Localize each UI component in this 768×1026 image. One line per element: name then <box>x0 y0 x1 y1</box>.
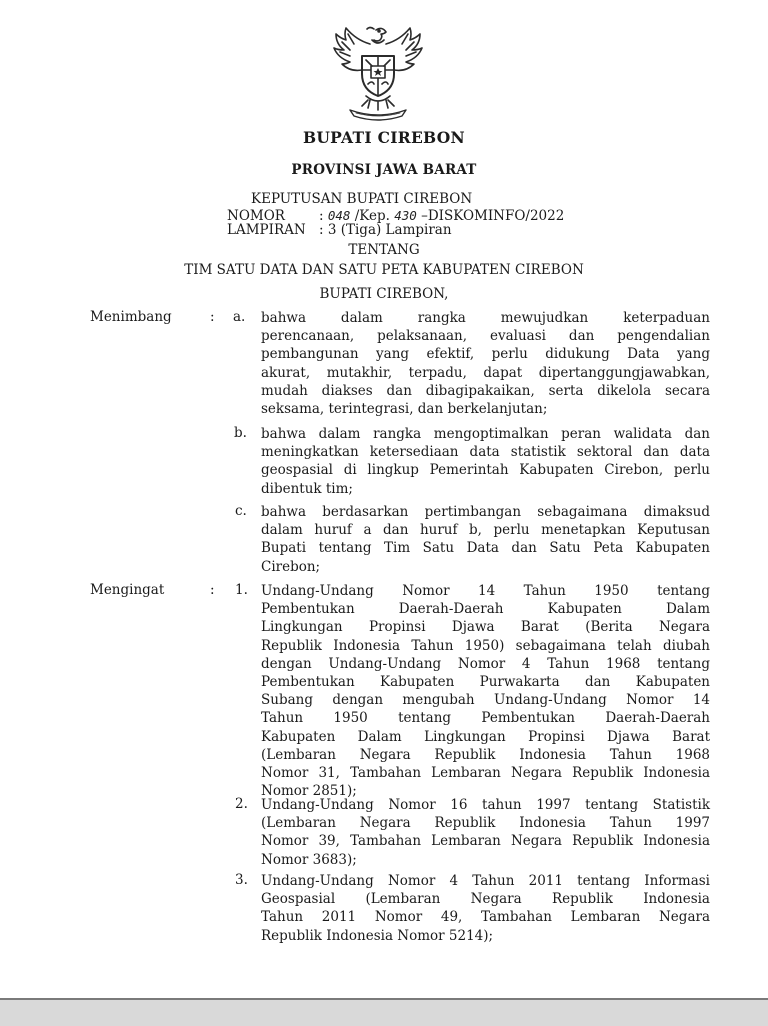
mengingat-item-3-marker: 3. <box>235 872 248 888</box>
decree-number-mid: /Kep. <box>350 208 395 224</box>
decree-title: KEPUTUSAN BUPATI CIREBON <box>251 191 473 207</box>
decree-number-label: NOMOR <box>227 208 285 224</box>
text-line: Kabupaten Dalam Lingkungan Propinsi Djawa Barat <box>261 728 710 745</box>
text-line: Nomor 2851); <box>261 783 357 800</box>
text-line: meningkatkan ketersediaan data statistik sektoral dan data <box>261 444 710 461</box>
menimbang-label: Menimbang <box>90 309 172 325</box>
mengingat-item-2 <box>261 796 710 869</box>
mengingat-label: Mengingat <box>90 582 165 598</box>
text-line: bahwa dalam rangka mengoptimalkan peran walidata dan <box>261 426 710 442</box>
text-line: dengan Undang-Undang Nomor 4 Tahun 1968 tentang <box>261 655 710 672</box>
mengingat-item-2-marker: 2. <box>235 796 248 812</box>
text-line: Tahun 1950 tentang Pembentukan Daerah-Daerah <box>261 710 710 727</box>
attachment-row <box>227 222 452 239</box>
text-line: bahwa berdasarkan pertimbangan sebagaimana dimaksud <box>261 504 710 520</box>
text-line: geospasial di lingkup Pemerintah Kabupaten Cirebon, perlu <box>261 462 710 479</box>
text-line: Nomor 31, Tambahan Lembaran Negara Republik Indonesia <box>261 765 710 782</box>
text-line: Tahun 2011 Nomor 49, Tambahan Lembaran Negara <box>261 909 710 926</box>
attachment-value: : 3 (Tiga) Lampiran <box>319 222 452 238</box>
text-line: dibentuk tim; <box>261 480 353 497</box>
decree-number-prefix: : <box>319 208 328 224</box>
text-line: Geospasial (Lembaran Negara Republik Indonesia <box>261 891 710 908</box>
issuer-line: BUPATI CIREBON, <box>319 286 449 302</box>
page-bottom-edge <box>0 998 768 1026</box>
text-line: pembangunan yang efektif, perlu didukung Data yang <box>261 346 710 363</box>
text-line: mudah diakses dan dibagipakaikan, serta dikelola secara <box>261 382 710 399</box>
tentang-heading: TENTANG <box>348 242 420 258</box>
attachment-label: LAMPIRAN <box>227 222 306 238</box>
menimbang-item-a-marker: a. <box>233 309 246 325</box>
text-line: Nomor 3683); <box>261 851 357 868</box>
text-line: dalam huruf a dan huruf b, perlu menetapkan Keputusan <box>261 522 710 539</box>
text-line: Bupati tentang Tim Satu Data dan Satu Peta Kabupaten <box>261 540 710 557</box>
province-heading: PROVINSI JAWA BARAT <box>291 162 477 178</box>
menimbang-item-b <box>261 425 710 498</box>
text-line: perencanaan, pelaksanaan, evaluasi dan pengendalian <box>261 328 710 345</box>
mengingat-colon: : <box>210 582 215 598</box>
garuda-emblem-icon <box>326 22 430 126</box>
decree-number-suffix: –DISKOMINFO/2022 <box>416 208 565 224</box>
issuer-heading: BUPATI CIREBON <box>302 128 466 147</box>
decree-number-handwritten-1: 048 <box>327 208 351 223</box>
menimbang-item-c <box>261 503 710 576</box>
text-line: Undang-Undang Nomor 4 Tahun 2011 tentang Informasi <box>261 873 710 889</box>
text-line: Pembentukan Kabupaten Purwakarta dan Kabupaten <box>261 674 710 691</box>
text-line: bahwa dalam rangka mewujudkan keterpaduan <box>261 310 710 326</box>
text-line: Cirebon; <box>261 558 321 575</box>
text-line: (Lembaran Negara Republik Indonesia Tahun 1968 <box>261 746 710 763</box>
menimbang-item-b-marker: b. <box>234 425 247 441</box>
text-line: seksama, terintegrasi, dan berkelanjutan; <box>261 401 548 418</box>
text-line: Republik Indonesia Tahun 1950) sebagaimana telah diubah <box>261 637 710 654</box>
decree-number-handwritten-2: 430 <box>394 208 417 223</box>
menimbang-item-c-marker: c. <box>235 503 247 519</box>
decree-subject: TIM SATU DATA DAN SATU PETA KABUPATEN CIREBON <box>184 262 584 278</box>
menimbang-item-a <box>261 309 710 418</box>
menimbang-colon: : <box>210 309 215 325</box>
mengingat-item-1 <box>261 582 710 800</box>
text-line: Subang dengan mengubah Undang-Undang Nomor 14 <box>261 692 710 709</box>
text-line: akurat, mutakhir, terpadu, dapat dipertanggungjawabkan, <box>261 364 710 381</box>
mengingat-item-3 <box>261 872 710 945</box>
text-line: Nomor 39, Tambahan Lembaran Negara Republik Indonesia <box>261 833 710 850</box>
text-line: Republik Indonesia Nomor 5214); <box>261 927 494 944</box>
text-line: Lingkungan Propinsi Djawa Barat (Berita Negara <box>261 619 710 636</box>
text-line: Undang-Undang Nomor 14 Tahun 1950 tentang <box>261 583 710 599</box>
text-line: Undang-Undang Nomor 16 tahun 1997 tentang Statistik <box>261 797 710 813</box>
mengingat-item-1-marker: 1. <box>235 582 248 598</box>
text-line: Pembentukan Daerah-Daerah Kabupaten Dalam <box>261 601 710 618</box>
text-line: (Lembaran Negara Republik Indonesia Tahun 1997 <box>261 815 710 832</box>
